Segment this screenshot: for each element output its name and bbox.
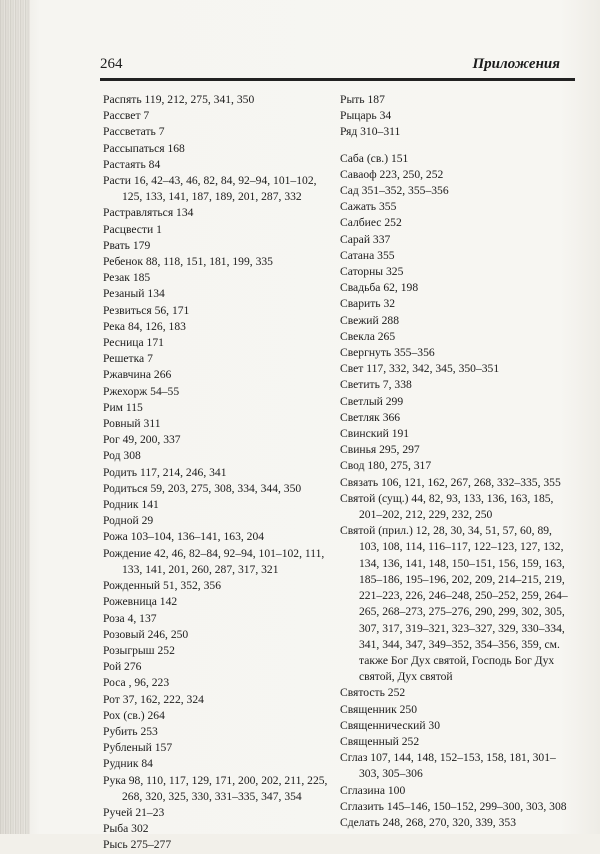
index-entry: Распять 119, 212, 275, 341, 350 xyxy=(103,93,255,106)
index-entry: Рожа 103–104, 136–141, 163, 204 xyxy=(103,530,265,544)
index-entry: Ряд 310–311 xyxy=(340,125,401,139)
index-entry: Рассыпаться 168 xyxy=(103,141,185,155)
index-entry: Свергнуть 355–356 xyxy=(340,346,435,360)
index-entry: Саба (св.) 151 xyxy=(340,151,409,165)
index-entry: Свекла 265 xyxy=(340,329,396,343)
index-entry: Сажать 355 xyxy=(340,200,397,214)
page-number: 264 xyxy=(100,56,123,72)
index-entry: Рассвет 7 xyxy=(103,109,150,123)
index-entry: Ржехорж 54–55 xyxy=(103,384,180,398)
index-entry: Рыть 187 xyxy=(340,93,385,106)
index-entry: Рот 37, 162, 222, 324 xyxy=(103,692,204,706)
index-entry: Святой (сущ.) 44, 82, 93, 133, 136, 163, 185, 201–202, 212, 229, 232, 250 xyxy=(340,491,554,522)
index-entry: Светляк 366 xyxy=(340,410,401,424)
index-entry: Резвиться 56, 171 xyxy=(103,303,190,317)
index-entry: Сделать 248, 268, 270, 320, 339, 353 xyxy=(340,815,516,829)
index-entry: Связать 106, 121, 162, 267, 268, 332–335, 355 xyxy=(340,475,561,489)
index-entry: Резаный 134 xyxy=(103,287,165,301)
index-entry: Родной 29 xyxy=(103,514,154,528)
index-entry: Розовый 246, 250 xyxy=(103,627,189,641)
page-header xyxy=(100,56,570,78)
index-entry: Сглазина 100 xyxy=(340,783,406,797)
index-entry: Рука 98, 110, 117, 129, 171, 200, 202, 211, 225, 268, 320, 325, 330, 331–335, 347, 354 xyxy=(103,773,328,803)
index-entry: Рожденный 51, 352, 356 xyxy=(103,579,221,593)
index-entry: Рождение 42, 46, 82–84, 92–94, 101–102, 111, 133, 141, 201, 260, 287, 317, 321 xyxy=(103,546,325,576)
index-entry: Роза 4, 137 xyxy=(103,611,157,625)
index-entry: Свинья 295, 297 xyxy=(340,443,420,457)
index-entry: Рыцарь 34 xyxy=(340,109,392,123)
index-entry: Рох (св.) 264 xyxy=(103,708,165,722)
index-entry: Сарай 337 xyxy=(340,232,391,246)
index-entry: Ровный 311 xyxy=(103,417,161,431)
index-entry: Саторны 325 xyxy=(340,265,404,279)
letter-group-gap xyxy=(340,141,570,151)
index-entry: Священник 250 xyxy=(340,702,417,716)
index-entry: Рой 276 xyxy=(103,660,142,674)
index-entry: Родник 141 xyxy=(103,498,159,512)
page-spine-shadow xyxy=(0,0,30,834)
index-entry: Ручей 21–23 xyxy=(103,805,165,819)
index-entry: Рассветать 7 xyxy=(103,125,165,139)
index-entry: Святость 252 xyxy=(340,686,406,700)
index-entry: Род 308 xyxy=(103,449,141,463)
index-entry: Салбиес 252 xyxy=(340,216,402,230)
index-entry: Саваоф 223, 250, 252 xyxy=(340,167,444,181)
index-entry: Рвать 179 xyxy=(103,238,151,252)
index-entry: Расти 16, 42–43, 46, 82, 84, 92–94, 101–102, 125, 133, 141, 187, 189, 201, 287, 332 xyxy=(103,174,317,204)
index-column-left xyxy=(103,92,330,854)
index-entry: Свод 180, 275, 317 xyxy=(340,459,432,473)
index-entry: Сад 351–352, 355–356 xyxy=(340,184,449,198)
index-entry: Рубить 253 xyxy=(103,724,158,738)
index-entry: Рудник 84 xyxy=(103,757,153,771)
index-entry: Свежий 288 xyxy=(340,313,399,327)
index-entry: Рим 115 xyxy=(103,400,143,414)
index-entry: Растаять 84 xyxy=(103,157,161,171)
index-entry: Сглазить 145–146, 150–152, 299–300, 303, 308 xyxy=(340,799,567,813)
index-entry: Розыгрыш 252 xyxy=(103,643,175,657)
index-column-right xyxy=(340,92,570,831)
index-entry: Священнический 30 xyxy=(340,718,441,732)
index-entry: Ребенок 88, 118, 151, 181, 199, 335 xyxy=(103,255,273,269)
index-entry: Река 84, 126, 183 xyxy=(103,319,186,333)
index-entry: Родить 117, 214, 246, 341 xyxy=(103,465,227,479)
index-entry: Священный 252 xyxy=(340,734,420,748)
index-entry: Рыба 302 xyxy=(103,822,149,836)
index-entry: Свет 117, 332, 342, 345, 350–351 xyxy=(340,362,500,376)
index-entry: Родиться 59, 203, 275, 308, 334, 344, 350 xyxy=(103,481,302,495)
index-entry: Ресница 171 xyxy=(103,336,164,350)
section-title: Приложения xyxy=(472,56,560,72)
index-entry: Решетка 7 xyxy=(103,352,153,366)
index-entry: Святой (прил.) 12, 28, 30, 34, 51, 57, 60, 89, 103, 108, 114, 116–117, 122–123, 127, 132, 134, 136, 141, 148, 150–151, 156, 159, 163, 185–186, 195–196, 202, 209, 214–215, 219, 221–223, 226, 246–248, 250–252, 259, 264–265, 268–273, 275–276, 290, 299, 302, 305, 307, 317, 319–321, 323–327, 329, 330–334, 341, 344, 347, 349–352, 354–356, 359, см. также Бог Дух святой, Господь Бог Дух святой, Дух святой xyxy=(340,524,568,684)
index-entry: Резак 185 xyxy=(103,271,151,285)
index-entry: Расцвести 1 xyxy=(103,222,162,236)
index-entry: Роса , 96, 223 xyxy=(103,676,170,690)
index-entry: Растравляться 134 xyxy=(103,206,194,220)
index-entry: Сатана 355 xyxy=(340,248,395,262)
index-entry: Рубленый 157 xyxy=(103,741,173,755)
index-entry: Светлый 299 xyxy=(340,394,404,408)
index-entry: Светить 7, 338 xyxy=(340,378,412,392)
header-rule xyxy=(100,78,575,81)
index-entry: Сглаз 107, 144, 148, 152–153, 158, 181, 301–303, 305–306 xyxy=(340,751,556,781)
index-entry: Сварить 32 xyxy=(340,297,396,311)
index-entry: Свадьба 62, 198 xyxy=(340,281,419,295)
index-entry: Рысь 275–277 xyxy=(103,838,172,852)
index-entry: Рожевница 142 xyxy=(103,595,178,609)
index-entry: Свинский 191 xyxy=(340,427,410,441)
index-entry: Ржавчина 266 xyxy=(103,368,172,382)
index-entry: Рог 49, 200, 337 xyxy=(103,433,181,447)
